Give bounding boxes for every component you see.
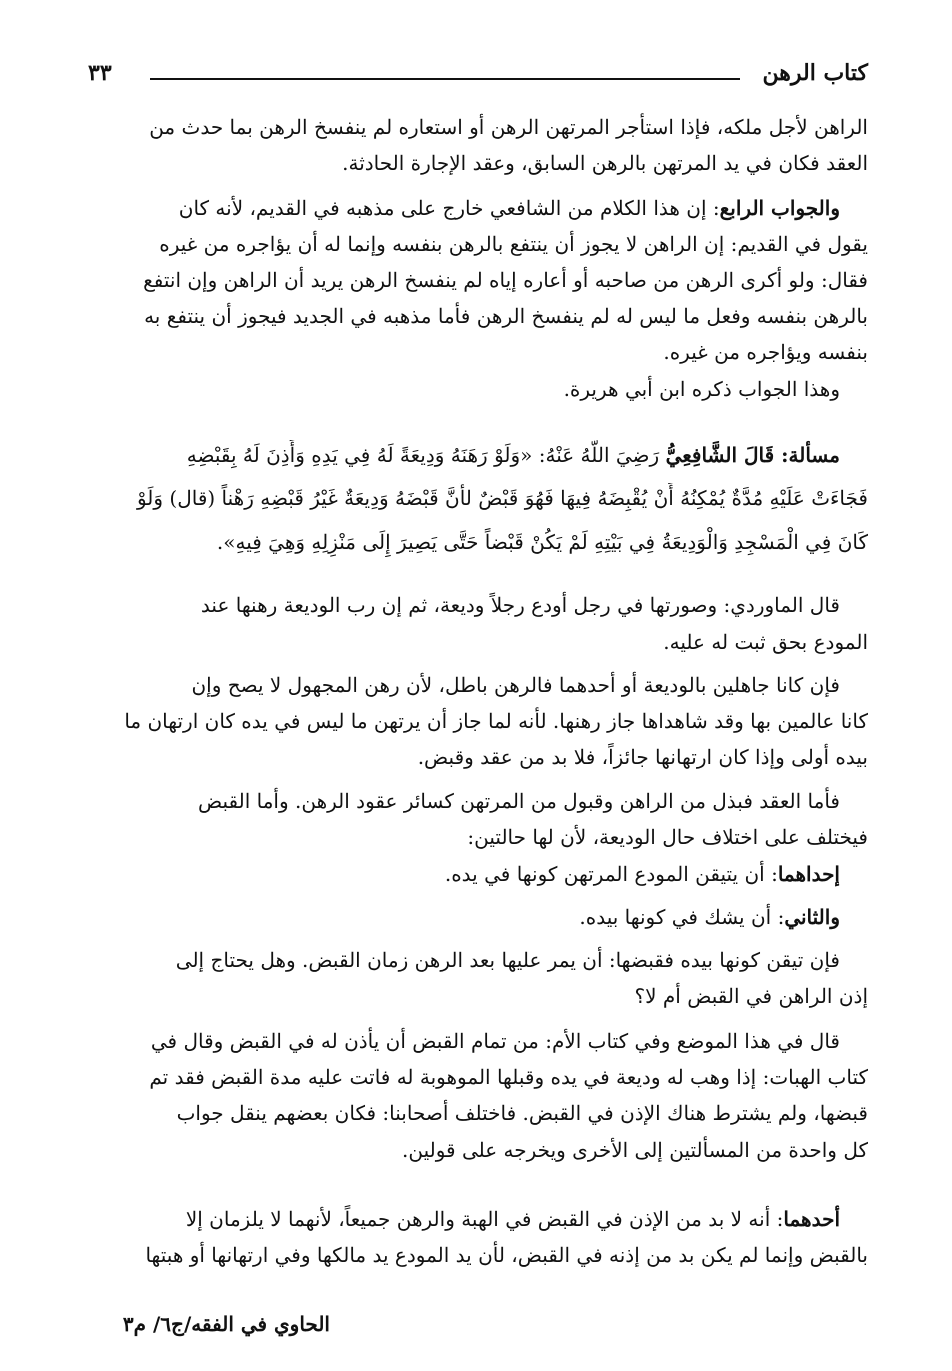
text-line: قال في هذا الموضع وفي كتاب الأم: من تمام القبض أن يأذن له في القبض وقال في [150,1029,840,1053]
text-line: والجواب الرابع: إن هذا الكلام من الشافعي خارج على مذهبه في القديم، لأنه كان [178,196,840,220]
text-line: فأما العقد فبذل من الراهن وقبول من المرتهن كسائر عقود الرهن. وأما القبض [197,789,840,813]
text-line: أحدهما: أنه لا بد من الإذن في القبض في الهبة والرهن جميعاً، لأنهما لا يلزمان إلا [185,1207,840,1231]
text-line: كل واحدة من المسألتين إلى الأخرى ويخرجه على قولين. [402,1138,868,1162]
line-label: أحدهما [783,1207,840,1231]
line-label: مسألة: قَالَ الشَّافِعِيُّ [665,443,840,467]
footer-signature: الحاوي في الفقه/ج٦/ م٣ [122,1312,330,1336]
text-line: وهذا الجواب ذكره ابن أبي هريرة. [563,377,840,401]
page-number: ٣٣ [88,60,112,86]
text-line: إحداهما: أن يتيقن المودع المرتهن كونها في يده. [444,862,840,886]
text-line: قبضها، ولم يشترط هناك الإذن في القبض. فاختلف أصحابنا: فكان بعضهم ينقل جواب [176,1101,868,1125]
text-line: فإن كانا جاهلين بالوديعة أو أحدهما فالرهن باطل، لأن رهن المجهول لا يصح وإن [191,673,840,697]
text-line: كَانَ فِي الْمَسْجِدِ وَالْوَدِيعَةُ فِي بَيْتِهِ لَمْ يَكُنْ قَبْضاً حَتَّى يَصِيرَ إِلَى مَنْزِلِهِ وَهِيَ فِيهِ». [216,530,868,554]
text-line: يقول في القديم: إن الراهن لا يجوز أن ينتفع بالرهن بنفسه وإنما له أن يؤاجره من غيره [159,232,868,256]
line-label: والثاني [784,905,840,929]
chapter-title: كتاب الرهن [762,60,868,86]
text-line: بنفسه ويؤاجره من غيره. [663,340,868,364]
header-rule [150,78,740,80]
text-line: بالقبض وإنما لم يكن بد من إذنه في القبض، لأن يد المودع يد مالكها وفي ارتهانها أو هبتها [145,1243,868,1267]
text-line: فإن تيقن كونها بيده فقبضها: أن يمر عليها بعد الرهن زمان القبض. وهل يحتاج إلى [175,948,840,972]
text-line: الراهن لأجل ملكه، فإذا استأجر المرتهن الرهن أو استعاره لم ينفسخ الرهن بما حدث من [149,115,868,139]
page-header [88,60,868,96]
text-line: والثاني: أن يشك في كونها بيده. [579,905,840,929]
text-line: كتاب الهبات: إذا وهب له وديعة في يده وقبلها الموهوبة له فاتت عليه مدة القبض فقد تم [149,1065,868,1089]
text-line: إذن الراهن في القبض أم لا؟ [634,984,868,1008]
text-line: فقال: ولو أكرى الرهن من صاحبه أو أعاره إياه لم ينفسخ الرهن يريد أن الراهن وإن انتفع [143,268,868,292]
text-line: فَجَاءَتْ عَلَيْهِ مُدَّةٌ يُمْكِنُهُ أَنْ يُقْبِضَهُ فِيهَا فَهُوَ قَبْضٌ لأَنَّ قَبْضَهُ وَدِيعَةٌ غَيْرُ قَبْضِهِ رَهْناً (قال) وَلَوْ [136,486,868,510]
text-line: بيده أولى وإذا كان ارتهانها جائزاً، فلا بد من عقد وقبض. [417,745,868,769]
text-line: العقد فكان في يد المرتهن بالرهن السابق، وعقد الإجارة الحادثة. [342,151,868,175]
text-line: قال الماوردي: وصورتها في رجل أودع رجلاً وديعة، ثم إن رب الوديعة رهنها عند [200,593,840,617]
line-label: إحداهما [777,862,840,886]
text-line: مسألة: قَالَ الشَّافِعِيُّ رَضِيَ اللَّهُ عَنْهُ: «وَلَوْ رَهَنَهُ وَدِيعَةً لَهُ فِي يَدِهِ وَأَذِنَ لَهُ بِقَبْضِهِ [186,443,840,467]
text-line: فيختلف على اختلاف حال الوديعة، لأن لها حالتين: [467,825,868,849]
text-line: المودع بحق ثبت له عليه. [663,630,868,654]
text-line: بالرهن بنفسه وفعل ما ليس له لم ينفسخ الرهن فأما مذهبه في الجديد فيجوز أن ينتفع به [144,304,868,328]
line-label: والجواب الرابع [719,196,840,220]
text-line: كانا عالمين بها وقد شاهداها جاز رهنها. لأنه لما جاز أن يرتهن ما ليس في يده كان ارتهان ما [124,709,868,733]
